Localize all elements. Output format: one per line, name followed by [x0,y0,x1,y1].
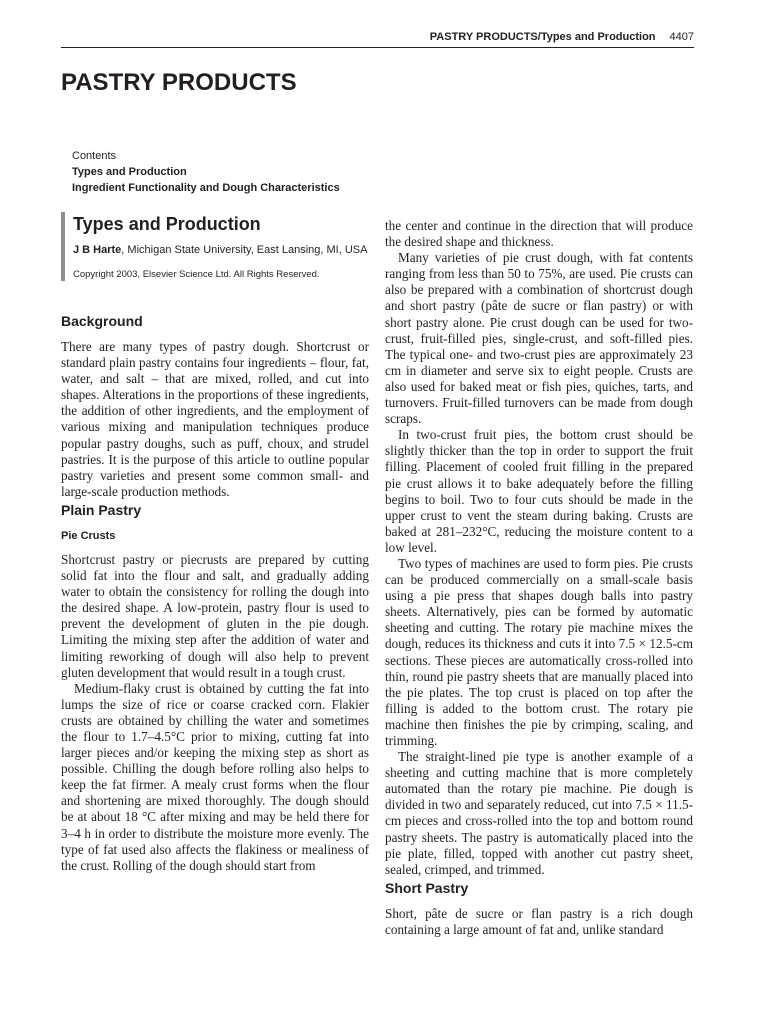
contents-entry-types[interactable]: Types and Production [72,166,187,178]
straight-lined-paragraph: The straight-lined pie type is another example of a sheeting and cutting machine that is more completely automated than the rotary pie machine. Pie dough is divided in two and separately reduced, cut into 7.5 × 11.5-cm pieces and cross-rolled into the top and bottom round pastry sheets. The pastry is automatically placed into the pie plate, filled, topped with another cut pastry sheet, sealed, crimped, and trimmed. [385,749,693,877]
left-column [61,212,369,874]
pie-crusts-heading: Pie Crusts [61,529,116,542]
running-header [61,30,694,48]
two-crust-paragraph: In two-crust fruit pies, the bottom crust should be slightly thicker than the top in order to support the fruit filling. Placement of cooled fruit filling in the prepared pie crust allows it to bake adequately before the filling begins to boil. Two to four cuts should be made in the upper crust to vent the steam during baking. Crusts are baked at 281–232°C, reducing the moisture content to a low level. [385,427,693,555]
copyright-notice: Copyright 2003, Elsevier Science Ltd. All Rights Reserved. [73,269,320,280]
background-heading: Background [61,313,143,329]
section-header-box [61,212,369,281]
author-affiliation: , Michigan State University, East Lansing, MI, USA [121,244,368,256]
section-title: Types and Production [73,214,261,234]
contents-label: Contents [72,150,117,162]
right-column [385,218,693,938]
machines-paragraph: Two types of machines are used to form pies. Pie crusts can be produced commercially on a small-scale basis using a pie press that shapes dough balls into pastry sheets. Alternatively, pies can be formed by automatic sheeting and cutting. The rotary pie machine mixes the dough, reduces its thickness and cuts it into 7.5 × 12.5-cm sections. These pieces are automatically cross-rolled into thin, round pie pastry sheets that are manually placed into the pie plates. The top crust is placed on top after the filling is added to the bottom crust. The rotary pie machine then finishes the pie by crimping, scaling, and trimming. [385,555,693,748]
page-number: 4407 [669,31,694,43]
author-line [73,242,369,258]
short-pastry-heading: Short Pastry [385,879,469,896]
plain-pastry-heading: Plain Pastry [61,501,142,518]
background-paragraph: There are many types of pastry dough. Shortcrust or standard plain pastry contains four ingredients – flour, fat, water, and salt – that are mixed, rolled, and cut into shapes. Alterations in the proportions of these ingredients, the addition of other ingredients, and the employment of various mixing and manipulation techniques produce popular pastry doughs, such as puff, choux, and strudel pastries. It is the purpose of this article to outline popular pastry varieties and present some common small- and large-scale production methods. [61,339,369,499]
article-title: PASTRY PRODUCTS [61,69,297,96]
pie-crusts-paragraph-1: Shortcrust pastry or piecrusts are prepared by cutting solid fat into the flour and salt, and gradually adding water to obtain the consistency for rolling the dough into the desired shape. A low-protein, pastry flour is used to prevent the development of gluten in the pie dough. Limiting the mixing step after the addition of water and limiting reworking of dough will also help to prevent gluten development that would result in a tough crust. [61,551,369,680]
contents-list [72,148,340,196]
continued-paragraph: the center and continue in the direction that will produce the desired shape and thickness. [385,218,693,250]
short-pastry-paragraph: Short, pâte de sucre or flan pastry is a rich dough containing a large amount of fat and, unlike standard [385,905,693,937]
varieties-paragraph: Many varieties of pie crust dough, with fat contents ranging from less than 50 to 75%, are used. Pie crusts can also be prepared with a combination of shortcrust dough and short pastry (pâte de sucre or flan pastry) or with short pastry alone. Pie crust dough can be used for two-crust, fruit-filled pies, single-crust, and soft-filled pies. The typical one- and two-crust pies are approximately 23 cm in diameter and serve six to eight people. Crusts are also used for baked meat or fish pies, quiches, tarts, and turnovers. Fruit-filled turnovers can be made from dough scraps. [385,250,693,427]
pie-crusts-paragraph-2: Medium-flaky crust is obtained by cutting the fat into lumps the size of rice or coarse cracked corn. Flakier crusts are obtained by chilling the water and sometimes the flour to 1.7–4.5°C prior to mixing, cutting fat into larger pieces and/or keeping the mixing step as short as possible. Chilling the dough before rolling also helps to keep the fat firmer. A mealy crust forms when the flour and shortening are mixed thoroughly. The dough should be at about 18 °C after mixing and may be held there for 3–4 h in order to distribute the moisture more evenly. The type of fat used also affects the flakiness or mealiness of the crust. Rolling of the dough should start from [61,680,369,873]
contents-entry-ingredients[interactable]: Ingredient Functionality and Dough Characteristics [72,182,340,194]
running-title: PASTRY PRODUCTS/Types and Production [429,31,656,43]
author-name: J B Harte [73,244,122,256]
